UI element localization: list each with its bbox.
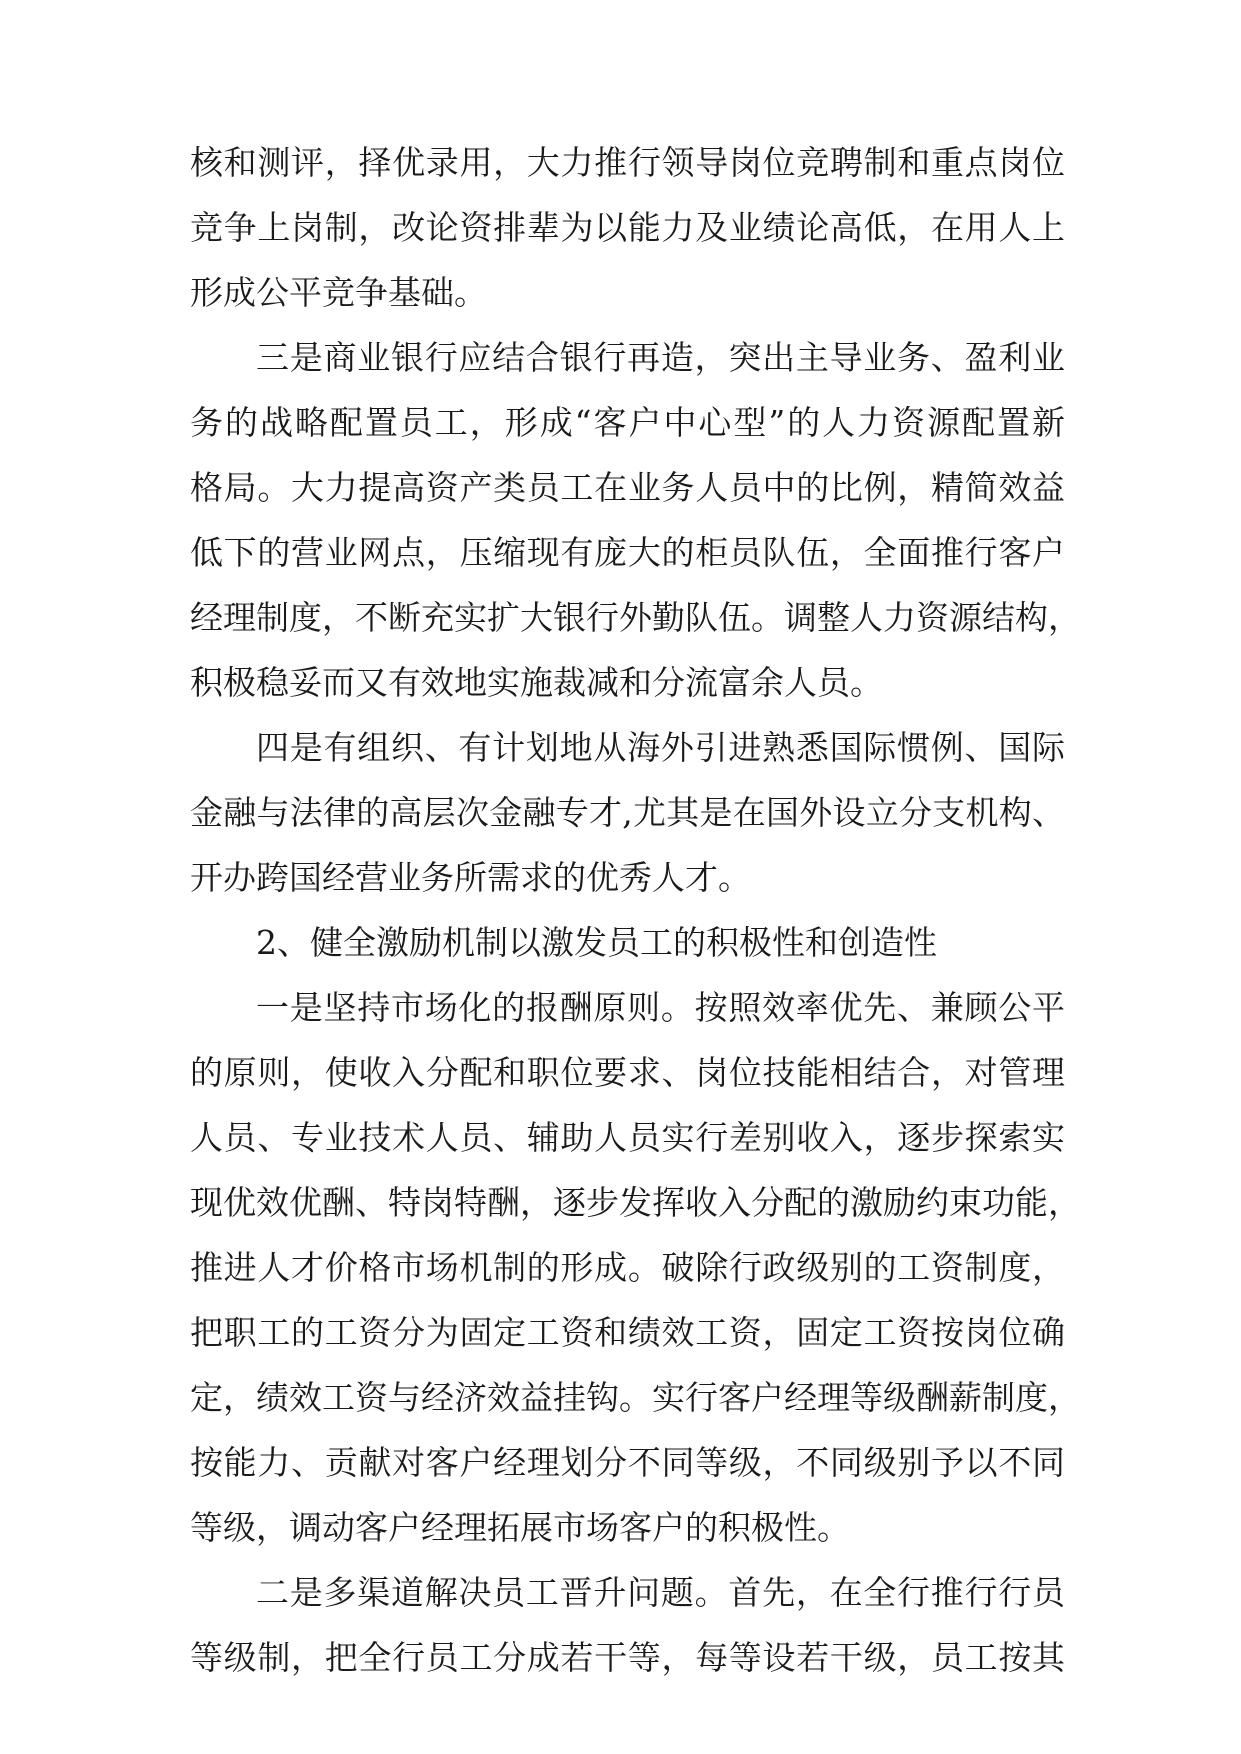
text-line: 经理制度，不断充实扩大银行外勤队伍。调整人力资源结构， [190,598,1081,637]
text-line: 格局。大力提高资产类员工在业务人员中的比例，精简效益 [190,468,1065,507]
paragraph-first-line: 二是多渠道解决员工晋升问题。首先，在全行推行行员 [256,1573,1065,1612]
text-line: 务的战略配置员工，形成“客户中心型”的人力资源配置新 [190,403,1065,442]
text-line: 低下的营业网点，压缩现有庞大的柜员队伍，全面推行客户 [190,533,1065,572]
section-heading: 2、健全激励机制以激发员工的积极性和创造性 [256,923,937,962]
text-line: 等级制，把全行员工分成若干等，每等设若干级，员工按其 [190,1638,1065,1677]
text-line: 人员、专业技术人员、辅助人员实行差别收入，逐步探索实 [190,1118,1065,1157]
text-line: 竞争上岗制，改论资排辈为以能力及业绩论高低，在用人上 [190,208,1065,247]
paragraph-first-line: 四是有组织、有计划地从海外引进熟悉国际惯例、国际 [256,728,1065,767]
text-line: 把职工的工资分为固定工资和绩效工资，固定工资按岗位确 [190,1313,1065,1352]
paragraph-first-line: 一是坚持市场化的报酬原则。按照效率优先、兼顾公平 [256,988,1065,1027]
text-line: 按能力、贡献对客户经理划分不同等级，不同级别予以不同 [190,1443,1065,1482]
text-line: 金融与法律的高层次金融专才,尤其是在国外设立分支机构、 [190,793,1065,832]
text-line: 定，绩效工资与经济效益挂钩。实行客户经理等级酬薪制度， [190,1378,1081,1417]
text-line: 的原则，使收入分配和职位要求、岗位技能相结合，对管理 [190,1053,1065,1092]
text-line: 现优效优酬、特岗特酬，逐步发挥收入分配的激励约束功能， [190,1183,1081,1222]
text-line: 积极稳妥而又有效地实施裁减和分流富余人员。 [190,663,883,702]
text-line: 等级，调动客户经理拓展市场客户的积极性。 [190,1508,850,1547]
text-line: 核和测评，择优录用，大力推行领导岗位竞聘制和重点岗位 [190,143,1065,182]
text-line: 推进人才价格市场机制的形成。破除行政级别的工资制度， [190,1248,1065,1287]
paragraph-first-line: 三是商业银行应结合银行再造，突出主导业务、盈利业 [256,338,1065,377]
text-line: 开办跨国经营业务所需求的优秀人才。 [190,858,751,897]
text-line: 形成公平竞争基础。 [190,273,487,312]
